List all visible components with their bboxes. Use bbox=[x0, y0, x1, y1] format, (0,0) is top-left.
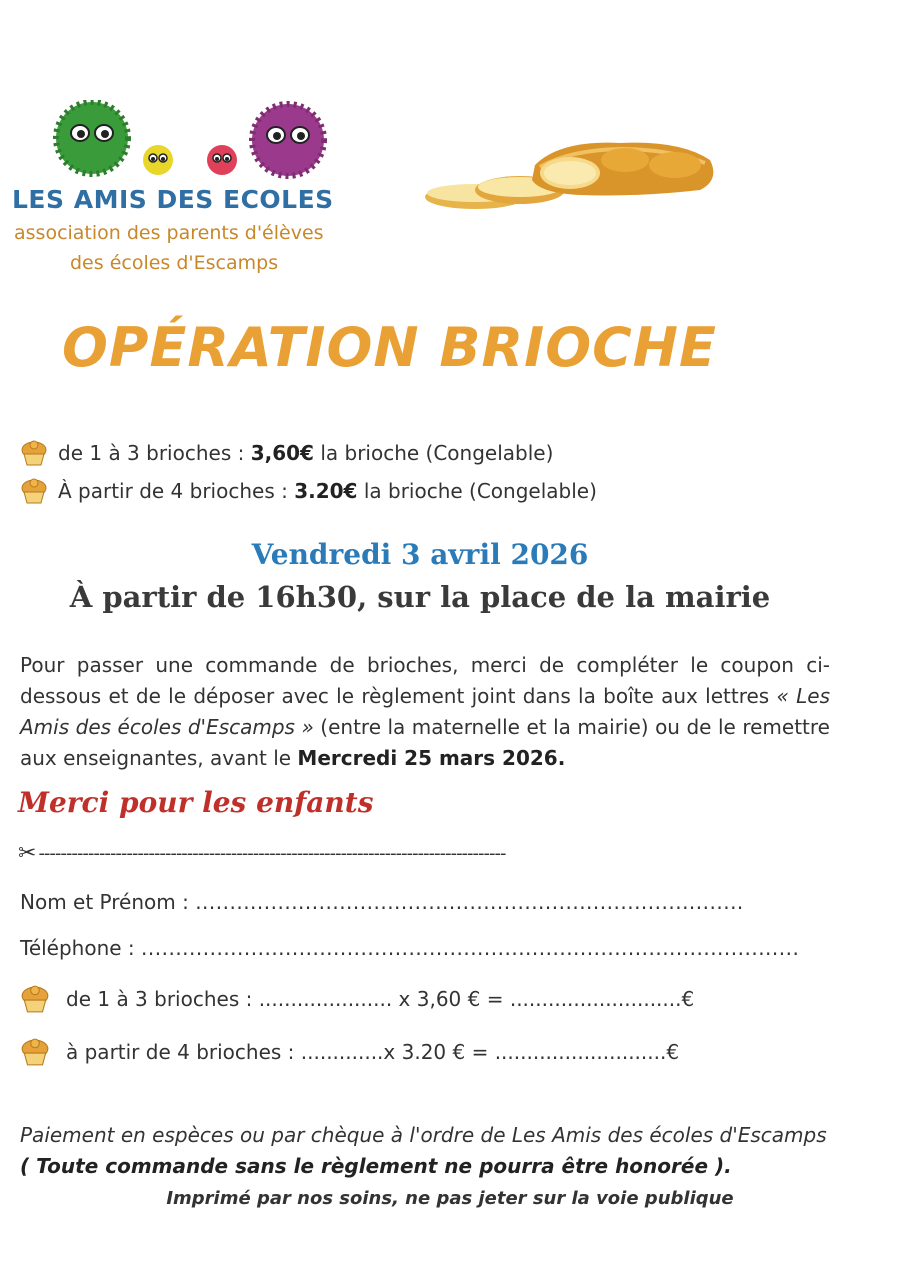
price-line-2 bbox=[20, 478, 597, 504]
brioche-bun-icon bbox=[20, 440, 48, 466]
mailbox-name: « Les Amis des écoles d'Escamps » bbox=[20, 684, 830, 739]
deadline-date: Mercredi 25 mars 2026. bbox=[297, 746, 566, 770]
payment-text: Paiement en espèces ou par chèque à l'ordre de Les Amis des écoles d'Escamps bbox=[20, 1123, 827, 1147]
thanks-text: Merci pour les enfants bbox=[18, 786, 374, 819]
order-2-text: à partir de 4 brioches : .............x 3.20 € = ...........................€ bbox=[66, 1040, 680, 1064]
brioche-bun-icon bbox=[20, 1037, 50, 1067]
instructions-text-2: (entre la maternelle et la mairie) ou de le remettre aux enseignantes, avant le bbox=[20, 715, 830, 770]
price-line-1 bbox=[20, 440, 553, 466]
name-label: Nom et Prénom : bbox=[20, 890, 196, 914]
price-2-prefix: À partir de 4 brioches : bbox=[58, 479, 295, 503]
cut-dashes: ------------------------------------------------------------------------------------- bbox=[38, 842, 506, 864]
logo-subtitle-town: des écoles d'Escamps bbox=[70, 252, 279, 274]
page-title: OPÉRATION BRIOCHE bbox=[62, 316, 717, 379]
payment-note: ( Toute commande sans le règlement ne pourra être honorée ). bbox=[20, 1154, 732, 1178]
price-2-suffix: la brioche (Congelable) bbox=[357, 479, 597, 503]
printed-notice: Imprimé par nos soins, ne pas jeter sur la voie publique bbox=[166, 1188, 734, 1209]
name-dots: ................................................................................ bbox=[195, 890, 744, 914]
phone-dots: ................................................................................................ bbox=[141, 936, 800, 960]
order-1-text: de 1 à 3 brioches : ..................... x 3,60 € = ...........................€ bbox=[66, 987, 695, 1011]
instructions-text-1: Pour passer une commande de brioches, merci de compléter le coupon ci-dessous et de le déposer avec le règlement joint dans la boîte aux lettres bbox=[20, 653, 830, 708]
order-line-1[interactable] bbox=[20, 984, 694, 1014]
price-1-suffix: la brioche (Congelable) bbox=[313, 441, 554, 465]
logo-subtitle: association des parents d'élèves bbox=[14, 222, 324, 244]
phone-field[interactable] bbox=[20, 936, 799, 960]
brioche-bun-icon bbox=[20, 478, 48, 504]
price-1-prefix: de 1 à 3 brioches : bbox=[58, 441, 251, 465]
brioche-bun-icon bbox=[20, 984, 50, 1014]
name-field[interactable] bbox=[20, 890, 744, 914]
price-1-value: 3,60€ bbox=[250, 441, 314, 465]
phone-label: Téléphone : bbox=[20, 936, 142, 960]
order-line-2[interactable] bbox=[20, 1037, 679, 1067]
price-2-value: 3.20€ bbox=[294, 479, 358, 503]
brioche-bread-image bbox=[420, 135, 720, 225]
cut-line bbox=[18, 838, 818, 868]
event-date: Vendredi 3 avril 2026 bbox=[251, 538, 589, 571]
instructions-paragraph bbox=[20, 650, 830, 774]
payment-info bbox=[20, 1120, 830, 1182]
logo-title: LES AMIS DES ECOLES bbox=[12, 185, 334, 214]
event-place: À partir de 16h30, sur la place de la mairie bbox=[69, 580, 771, 614]
scissors-icon: ✂ bbox=[18, 840, 37, 866]
